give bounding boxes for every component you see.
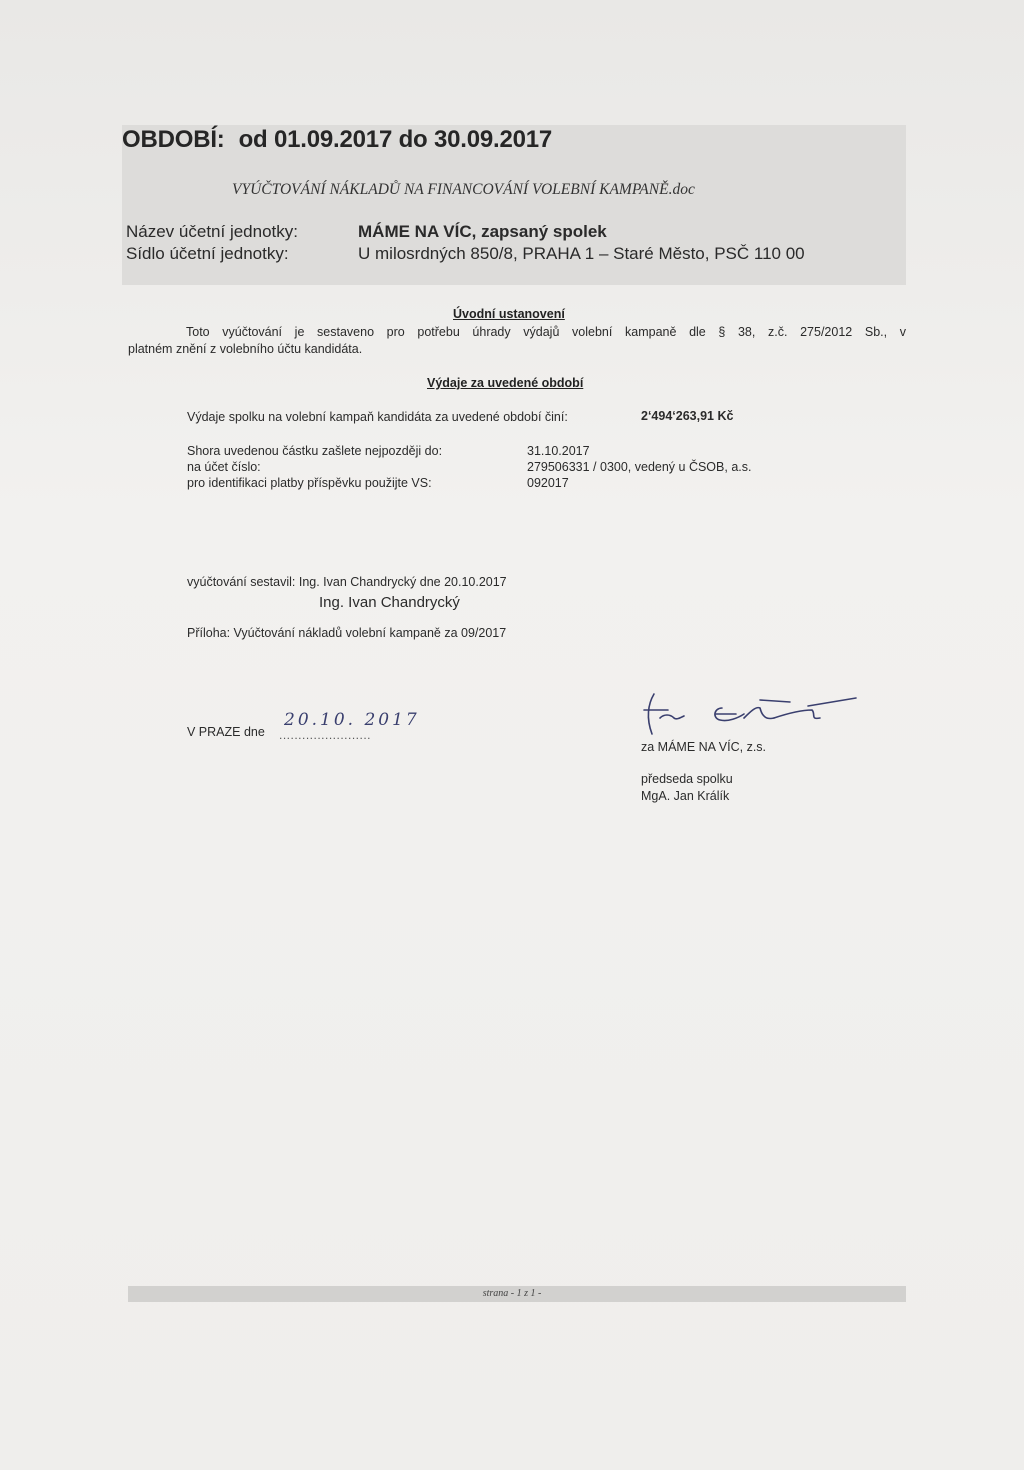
intro-text-line2: platném znění z volebního účtu kandidáta. bbox=[128, 342, 363, 356]
handwritten-date: 20.10. 2017 bbox=[284, 710, 420, 730]
attachment-line: Příloha: Vyúčtování nákladů volební kampaně za 09/2017 bbox=[187, 626, 507, 640]
variable-symbol-value: 092017 bbox=[527, 476, 569, 490]
due-date-value: 31.10.2017 bbox=[527, 444, 590, 458]
entity-name-value: MÁME NA VÍC, zapsaný spolek bbox=[358, 222, 607, 241]
signatory-org: za MÁME NA VÍC, z.s. bbox=[641, 740, 767, 754]
period-value: od 01.09.2017 do 30.09.2017 bbox=[238, 126, 553, 153]
handwritten-signature bbox=[640, 688, 880, 748]
signatory-name: MgA. Jan Králík bbox=[641, 789, 730, 803]
entity-name-label: Název účetní jednotky: bbox=[126, 222, 298, 241]
signatory-role: předseda spolku bbox=[641, 772, 733, 786]
entity-seat-label: Sídlo účetní jednotky: bbox=[126, 244, 289, 263]
compiled-by-line: vyúčtování sestavil: Ing. Ivan Chandrycký dne 20.10.2017 bbox=[187, 575, 507, 589]
due-date-label: Shora uvedenou částku zašlete nejpozději do: bbox=[187, 444, 443, 458]
intro-text-line1: Toto vyúčtování je sestaveno pro potřebu úhrady výdajů volební kampaně dle § 38, z.č. 275/2012 Sb., v bbox=[186, 325, 906, 339]
intro-section-title: Úvodní ustanovení bbox=[453, 307, 565, 321]
account-label: na účet číslo: bbox=[187, 460, 261, 474]
expenses-text: Výdaje spolku na volební kampaň kandidáta za uvedené období činí: bbox=[187, 410, 568, 424]
page-number: strana - 1 z 1 - bbox=[482, 1288, 542, 1299]
period-label: OBDOBÍ: bbox=[122, 126, 225, 153]
expenses-section-title: Výdaje za uvedené období bbox=[427, 376, 584, 390]
entity-seat-value: U milosrdných 850/8, PRAHA 1 – Staré Město, PSČ 110 00 bbox=[358, 244, 805, 263]
variable-symbol-label: pro identifikaci platby příspěvku použijte VS: bbox=[187, 476, 432, 490]
date-dotted-line: ........................ bbox=[279, 728, 372, 742]
compiler-typed-name: Ing. Ivan Chandrycký bbox=[319, 594, 460, 611]
place-date-label: V PRAZE dne bbox=[187, 725, 265, 739]
expenses-amount: 2‘494‘263,91 Kč bbox=[641, 409, 734, 423]
document-title: VYÚČTOVÁNÍ NÁKLADŮ NA FINANCOVÁNÍ VOLEBNÍ KAMPANĚ.doc bbox=[232, 181, 695, 198]
account-value: 279506331 / 0300, vedený u ČSOB, a.s. bbox=[527, 460, 752, 474]
period-heading bbox=[122, 126, 552, 154]
